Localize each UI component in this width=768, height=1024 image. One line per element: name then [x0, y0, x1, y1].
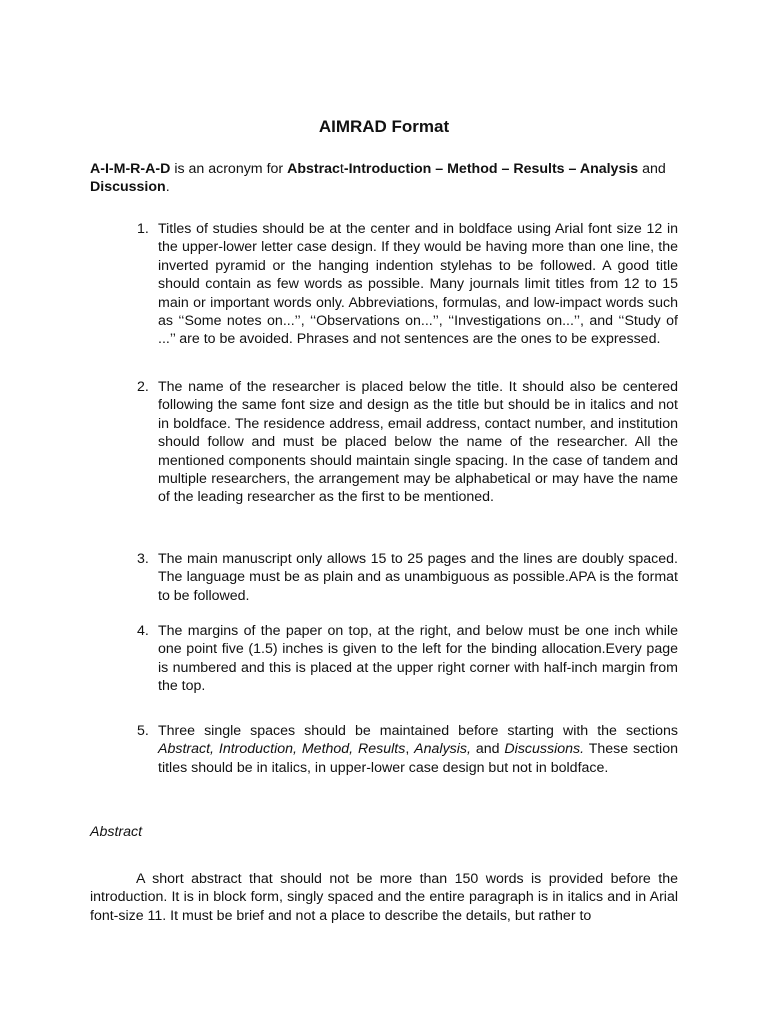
list-item-text: The main manuscript only allows 15 to 25 pages and the lines are doubly spaced. The language must be as plain and as unambiguous as possible.APA is the format to be followed. — [158, 551, 678, 604]
list-item-number: 1. — [137, 221, 149, 237]
intro-paragraph — [90, 160, 678, 197]
list-item-number: 3. — [137, 551, 149, 567]
abstract-paragraph: A short abstract that should not be more than 150 words is provided before the introduction. It is in block form, singly spaced and the entire paragraph is in italics and in Arial font-size 11. It must be brief and not a place to describe the details, but rather to — [90, 871, 678, 924]
list-item-1 — [137, 220, 678, 349]
item5-text-after: These section titles should be in italics, in upper-lower case design but not in boldface. — [158, 741, 678, 776]
intro-period: . — [165, 179, 170, 196]
discussion-bold-text: Discussion — [90, 179, 166, 196]
item5-discussions-italic: Discussions. — [504, 741, 585, 758]
list-item-2 — [137, 378, 678, 507]
list-item-text — [158, 722, 678, 777]
list-item-number: 5. — [137, 723, 149, 739]
list-item-number: 4. — [137, 623, 149, 639]
acronym-text: A-I-M-R-A-D — [90, 161, 171, 177]
item5-analysis-italic: Analysis, — [414, 741, 471, 758]
item5-comma: , — [405, 741, 415, 758]
list-item-text: Titles of studies should be at the center and in boldface using Arial font size 12 in the upper-lower letter case design. If they would be having more than one line, the inverted pyramid or the hanging indention stylehas to be followed. A good title should contain as few words as possible. Many journals limit titles from 12 to 15 main or important words only. Abbreviations, formulas, and low-impact words such as ‘‘Some notes on...’’, ‘‘Observations on...’’, ‘‘Investigations on...’’, and ‘‘Study of ...’’ are to be avoided. Phrases and not sentences are the ones to be expressed. — [158, 221, 678, 348]
item5-and: and — [470, 741, 505, 758]
list-item-4 — [137, 622, 678, 696]
document-title: AIMRAD Format — [318, 117, 450, 136]
list-item-number: 2. — [137, 379, 149, 395]
intro-text-1: is an acronym for — [170, 161, 288, 177]
abstract-t-text: t — [339, 161, 344, 177]
item5-text-before: Three single spaces should be maintained before starting with the sections — [158, 723, 678, 739]
abstract-bold-text: Abstrac — [287, 161, 340, 177]
list-item-3 — [137, 550, 678, 605]
list-item-text: The margins of the paper on top, at the right, and below must be one inch while one point five (1.5) inches is given to the left for the binding allocation.Every page is numbered and this is placed at the upper right corner with half-inch margin from the top. — [158, 623, 678, 695]
list-item-text: The name of the researcher is placed below the title. It should also be centered following the same font size and design as the title but should be in italics and not in boldface. The residence address, email address, contact number, and institution should follow and must be placed below the name of the researcher. All the mentioned components should maintain single spacing. In the case of tandem and multiple researchers, the arrangement may be alphabetical or may have the name of the leading researcher as the first to be mentioned. — [158, 379, 678, 506]
abstract-heading: Abstract — [90, 824, 143, 840]
item5-sections-italic: Abstract, Introduction, Method, Results — [158, 741, 406, 758]
sections-bold-text: -Introduction – Method – Results – Analysis — [343, 161, 639, 177]
intro-and-text: and — [638, 161, 666, 177]
list-item-5 — [137, 722, 678, 777]
